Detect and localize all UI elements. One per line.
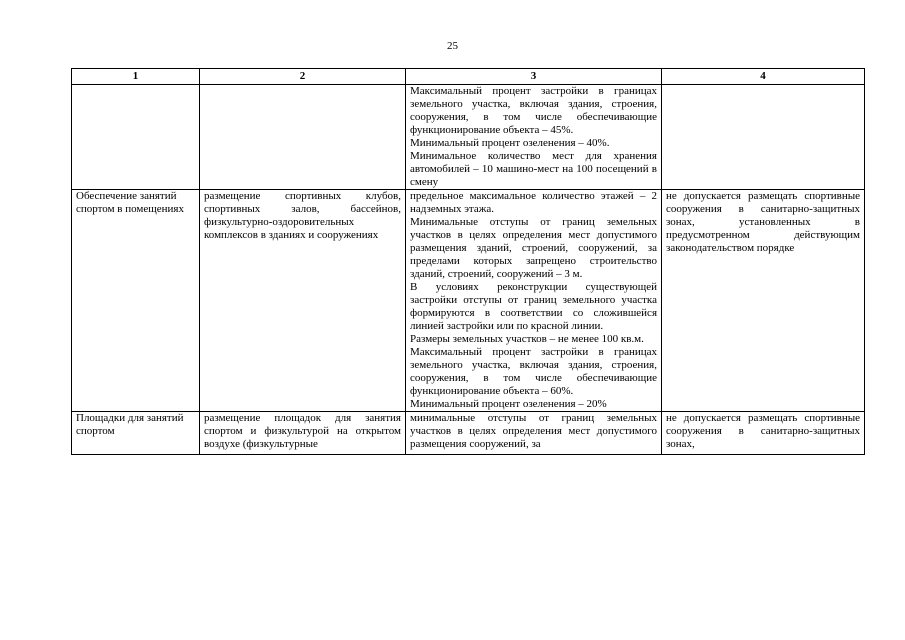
column-header-2: 2 [200,69,406,85]
row1-col3 [406,85,662,190]
paragraph: Минимальный процент озеленения – 40%. [410,137,610,149]
row3-col2 [200,412,406,455]
cell-text: размещение спортивных клубов, спортивных залов, бассейнов, физкультурно-оздоровительных комплексов в зданиях и сооружениях [204,190,401,241]
table-row [72,85,865,190]
paragraph: Минимальный процент озеленения – 20% [410,398,607,410]
row3-col3 [406,412,662,455]
paragraph: Максимальный процент застройки в границах земельного участка, включая здания, строения, сооружения, в том числе обеспечивающие функционирование объекта – 60%. [410,346,657,397]
paragraph: В условиях реконструкции существующей застройки отступы от границ земельного участка формируются в соответствии со сложившейся линией застройки или по красной линии. [410,281,657,332]
paragraph: предельное максимальное количество этажей – 2 надземных этажа. [410,190,657,215]
column-header-1: 1 [72,69,200,85]
table-row [72,190,865,412]
paragraph: Минимальное количество мест для хранения автомобилей – 10 машино-мест на 100 посещений в смену [410,150,657,188]
row2-col1: Обеспечение занятий спортом в помещениях [72,190,200,412]
row2-col2 [200,190,406,412]
cell-text: Площадки для занятий спортом [76,412,184,437]
column-header-3: 3 [406,69,662,85]
row3-col1 [72,412,200,455]
row2-col3 [406,190,662,412]
paragraph: Максимальный процент застройки в границах земельного участка, включая здания, строения, сооружения, в том числе обеспечивающие функционирование объекта – 45%. [410,85,657,136]
table-row [72,412,865,455]
row1-col1 [72,85,200,190]
row3-col4 [662,412,865,455]
paragraph: Размеры земельных участков – не менее 100 кв.м. [410,333,644,345]
cell-text: не допускается размещать спортивные сооружения в санитарно-защитных зонах, установленных в предусмотренном действующим законодательством порядке [666,190,860,254]
paragraph: минимальные отступы от границ земельных участков в целях определения мест допустимого размещения сооружений, за [410,412,657,450]
cell-text: не допускается размещать спортивные сооружения в санитарно-защитных зонах, [666,412,860,450]
paragraph: Минимальные отступы от границ земельных участков в целях определения мест допустимого размещения зданий, строений, сооружений, за пределами которых запрещено строительство зданий, строений, сооружений – 3 м. [410,216,657,280]
row1-col2 [200,85,406,190]
row2-col4 [662,190,865,412]
page-number: 25 [447,40,458,52]
zoning-table [71,68,865,455]
column-header-4: 4 [662,69,865,85]
header-row [72,69,865,85]
row1-col4 [662,85,865,190]
cell-text: размещение площадок для занятия спортом и физкультурой на открытом воздухе (физкультурные [204,412,401,450]
